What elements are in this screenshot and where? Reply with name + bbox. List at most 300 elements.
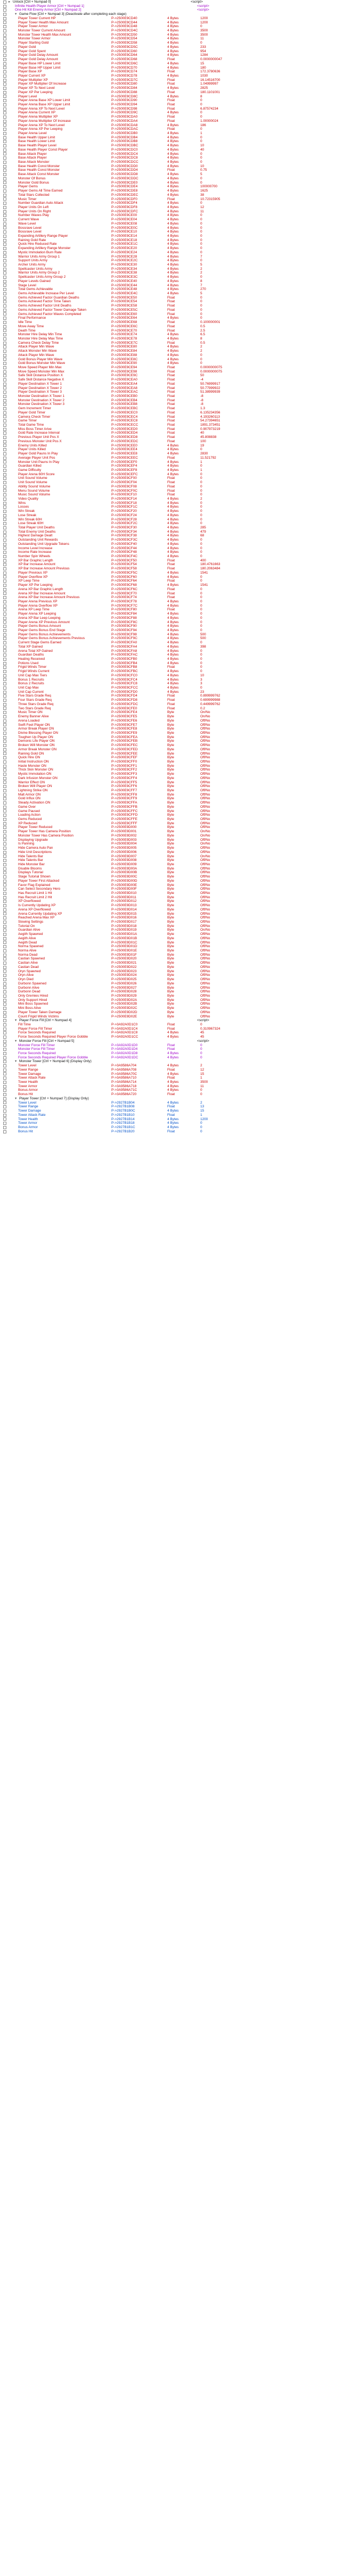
active-checkbox[interactable] <box>3 239 6 242</box>
active-checkbox[interactable] <box>3 600 6 603</box>
table-row[interactable] <box>0 838 342 842</box>
entry-value[interactable]: 186 <box>200 123 206 127</box>
entry-value[interactable]: 954 <box>200 49 206 53</box>
table-row[interactable] <box>0 419 342 423</box>
entry-value[interactable]: 0 <box>200 308 202 312</box>
entry-value[interactable]: 19 <box>200 443 205 448</box>
active-checkbox[interactable] <box>3 1126 6 1129</box>
table-row[interactable] <box>0 530 342 534</box>
entry-value[interactable]: 0 <box>200 550 202 554</box>
entry-value[interactable]: Off/No <box>200 751 210 756</box>
entry-value[interactable]: 0.310967324 <box>200 1026 221 1031</box>
table-row[interactable] <box>0 468 342 473</box>
entry-value[interactable]: 0 <box>200 481 202 485</box>
active-checkbox[interactable] <box>3 908 6 912</box>
entry-value[interactable]: 0 <box>200 464 202 468</box>
active-checkbox[interactable] <box>3 571 6 575</box>
entry-value[interactable]: On/No <box>200 928 210 932</box>
entry-value[interactable]: 0 <box>200 226 202 230</box>
table-row[interactable] <box>0 304 342 308</box>
active-checkbox[interactable] <box>3 818 6 821</box>
table-row[interactable] <box>0 608 342 612</box>
entry-value[interactable]: 0.0000000047 <box>200 57 222 62</box>
entry-value[interactable]: 1.3 <box>200 407 205 411</box>
entry-value[interactable]: Off/No <box>200 961 210 965</box>
active-checkbox[interactable] <box>3 1068 6 1072</box>
entry-value[interactable]: Off/No <box>200 821 210 825</box>
entry-value[interactable]: Off/No <box>200 747 210 751</box>
entry-value[interactable]: 0.2 <box>200 706 205 710</box>
active-checkbox[interactable] <box>3 485 6 488</box>
entry-value[interactable]: 1 <box>200 1076 202 1080</box>
active-checkbox[interactable] <box>3 49 6 53</box>
table-row[interactable] <box>0 205 342 210</box>
table-row[interactable] <box>0 399 342 403</box>
active-checkbox[interactable] <box>3 144 6 147</box>
table-row[interactable] <box>0 752 342 756</box>
table-row[interactable] <box>0 320 342 325</box>
entry-value[interactable]: 23 <box>200 690 205 694</box>
active-checkbox[interactable] <box>3 407 6 410</box>
entry-value[interactable]: Off/No <box>200 772 210 776</box>
active-checkbox[interactable] <box>3 1105 6 1108</box>
table-row[interactable] <box>0 575 342 579</box>
table-row[interactable] <box>0 370 342 374</box>
entry-value[interactable]: 0 <box>200 661 202 665</box>
entry-value[interactable]: 180.2063484 <box>200 567 221 571</box>
entry-value[interactable]: 15 <box>200 61 205 65</box>
entry-value[interactable]: 10 <box>200 164 205 168</box>
active-checkbox[interactable] <box>3 1085 6 1088</box>
table-row[interactable] <box>0 957 342 961</box>
table-row[interactable] <box>0 904 342 908</box>
entry-value[interactable]: On/No <box>200 842 210 846</box>
active-checkbox[interactable] <box>3 29 6 32</box>
entry-value[interactable]: Off/No <box>200 981 210 985</box>
active-checkbox[interactable] <box>3 362 6 365</box>
table-row[interactable] <box>0 8 342 12</box>
table-row[interactable] <box>0 473 342 477</box>
active-checkbox[interactable] <box>3 1122 6 1125</box>
active-checkbox[interactable] <box>3 206 6 209</box>
active-checkbox[interactable] <box>3 809 6 813</box>
entry-value[interactable]: 0 <box>200 1092 202 1097</box>
active-checkbox[interactable] <box>3 1109 6 1113</box>
table-row[interactable] <box>0 945 342 949</box>
active-checkbox[interactable] <box>3 596 6 599</box>
table-row[interactable] <box>0 218 342 222</box>
active-checkbox[interactable] <box>3 834 6 838</box>
table-row[interactable] <box>0 86 342 90</box>
table-row[interactable] <box>0 998 342 1003</box>
active-checkbox[interactable] <box>3 674 6 677</box>
table-row[interactable] <box>0 378 342 382</box>
entry-value[interactable]: Off/No <box>200 916 210 920</box>
table-row[interactable] <box>0 1113 342 1117</box>
entry-value[interactable]: 398 <box>200 644 206 649</box>
entry-value[interactable]: Off/No <box>200 805 210 809</box>
entry-value[interactable]: Off/No <box>200 866 210 871</box>
active-checkbox[interactable] <box>3 678 6 681</box>
active-checkbox[interactable] <box>3 1101 6 1104</box>
entry-value[interactable]: 8 <box>200 94 202 98</box>
entry-value[interactable]: 0 <box>200 603 202 608</box>
entry-value[interactable]: <script> <box>197 1039 209 1043</box>
active-checkbox[interactable] <box>3 284 6 287</box>
active-checkbox[interactable] <box>3 945 6 948</box>
active-checkbox[interactable] <box>3 82 6 86</box>
active-checkbox[interactable] <box>3 165 6 168</box>
entry-value[interactable]: 0 <box>200 1047 202 1051</box>
table-row[interactable] <box>0 526 342 530</box>
entry-value[interactable]: 0 <box>200 152 202 156</box>
active-checkbox[interactable] <box>3 214 6 217</box>
table-row[interactable] <box>0 62 342 66</box>
table-row[interactable] <box>0 768 342 772</box>
entry-value[interactable]: Off/No <box>200 957 210 961</box>
table-row[interactable] <box>0 595 342 600</box>
active-checkbox[interactable] <box>3 789 6 792</box>
entry-value[interactable]: 0.100000001 <box>200 320 221 325</box>
table-row[interactable] <box>0 37 342 41</box>
entry-value[interactable]: 8 <box>200 336 202 341</box>
table-row[interactable] <box>0 801 342 805</box>
active-checkbox[interactable] <box>3 115 6 119</box>
table-row[interactable] <box>0 287 342 292</box>
entry-value[interactable]: Off/No <box>200 723 210 727</box>
entry-value[interactable]: Off/No <box>200 817 210 822</box>
table-row[interactable] <box>0 649 342 653</box>
table-row[interactable] <box>0 546 342 551</box>
active-checkbox[interactable] <box>3 543 6 546</box>
active-checkbox[interactable] <box>3 189 6 193</box>
entry-value[interactable]: 3500 <box>200 32 208 37</box>
active-checkbox[interactable] <box>3 403 6 406</box>
table-row[interactable] <box>0 604 342 608</box>
active-checkbox[interactable] <box>3 1052 6 1055</box>
entry-value[interactable]: 1200 <box>200 20 208 24</box>
table-row[interactable] <box>0 316 342 320</box>
entry-value[interactable]: 6.135234356 <box>200 410 221 415</box>
table-row[interactable] <box>0 657 342 661</box>
active-checkbox[interactable] <box>3 768 6 772</box>
active-checkbox[interactable] <box>3 493 6 496</box>
active-checkbox[interactable] <box>3 801 6 805</box>
entry-value[interactable]: 13 <box>200 1105 205 1109</box>
entry-value[interactable]: 0 <box>200 156 202 160</box>
entry-value[interactable]: Off/No <box>200 1014 210 1018</box>
entry-value[interactable]: Off/No <box>200 1006 210 1010</box>
entry-value[interactable]: 2 <box>200 267 202 271</box>
entry-value[interactable]: Off/No <box>200 904 210 908</box>
active-checkbox[interactable] <box>3 197 6 201</box>
entry-value[interactable]: 0.449999762 <box>200 702 221 706</box>
active-checkbox[interactable] <box>3 592 6 595</box>
table-row[interactable] <box>0 1109 342 1113</box>
table-row[interactable] <box>0 970 342 974</box>
table-row[interactable] <box>0 731 342 735</box>
active-checkbox[interactable] <box>3 120 6 123</box>
entry-value[interactable]: Off/No <box>200 985 210 990</box>
table-row[interactable] <box>0 973 342 978</box>
active-checkbox[interactable] <box>3 506 6 509</box>
entry-value[interactable]: 11 <box>200 1084 204 1088</box>
entry-value[interactable]: 0 <box>200 612 202 616</box>
table-row[interactable] <box>0 986 342 990</box>
entry-value[interactable]: 0 <box>200 316 202 320</box>
active-checkbox[interactable] <box>3 247 6 250</box>
table-row[interactable] <box>0 924 342 929</box>
active-checkbox[interactable] <box>3 653 6 657</box>
active-checkbox[interactable] <box>3 617 6 620</box>
entry-value[interactable]: 1891.373451 <box>200 423 221 427</box>
active-checkbox[interactable] <box>3 625 6 628</box>
active-checkbox[interactable] <box>3 793 6 797</box>
entry-value[interactable]: 0 <box>200 472 202 476</box>
active-checkbox[interactable] <box>3 900 6 903</box>
entry-value[interactable]: Off/No <box>200 883 210 887</box>
active-checkbox[interactable] <box>3 912 6 915</box>
entry-value[interactable]: 0 <box>200 488 202 493</box>
table-row[interactable] <box>0 213 342 218</box>
entry-value[interactable]: 3 <box>200 682 202 686</box>
active-checkbox[interactable] <box>3 99 6 102</box>
entry-value[interactable]: 0 <box>200 501 202 505</box>
active-checkbox[interactable] <box>3 986 6 989</box>
table-row[interactable] <box>0 641 342 645</box>
table-row[interactable] <box>0 1056 342 1060</box>
entry-value[interactable]: Off/No <box>200 879 210 883</box>
active-checkbox[interactable] <box>3 555 6 558</box>
active-checkbox[interactable] <box>3 797 6 800</box>
entry-value[interactable]: 3500 <box>200 29 208 33</box>
active-checkbox[interactable] <box>3 732 6 735</box>
table-row[interactable] <box>0 394 342 399</box>
entry-value[interactable]: Off/No <box>200 875 210 879</box>
table-row[interactable] <box>0 234 342 238</box>
active-checkbox[interactable] <box>3 633 6 636</box>
table-row[interactable] <box>0 358 342 362</box>
table-row[interactable] <box>0 1015 342 1019</box>
entry-value[interactable]: 50.77999922 <box>200 386 221 390</box>
entry-value[interactable]: 0 <box>200 221 202 226</box>
active-checkbox[interactable] <box>3 354 6 357</box>
entry-value[interactable]: 0 <box>200 259 202 263</box>
active-checkbox[interactable] <box>3 896 6 899</box>
table-row[interactable] <box>0 177 342 181</box>
entry-value[interactable]: 0 <box>200 587 202 591</box>
entry-value[interactable]: 12 <box>200 205 205 209</box>
table-row[interactable] <box>0 620 342 625</box>
table-row[interactable] <box>0 24 342 29</box>
entry-value[interactable]: 0 <box>200 312 202 316</box>
table-row[interactable] <box>0 748 342 752</box>
entry-value[interactable]: 40 <box>200 431 205 435</box>
table-row[interactable] <box>0 690 342 694</box>
table-row[interactable] <box>0 941 342 945</box>
entry-value[interactable]: 15 <box>200 1109 205 1113</box>
table-row[interactable] <box>0 226 342 230</box>
active-checkbox[interactable] <box>3 309 6 312</box>
table-row[interactable] <box>0 271 342 275</box>
table-row[interactable] <box>0 842 342 846</box>
active-checkbox[interactable] <box>3 111 6 114</box>
entry-value[interactable]: 1200 <box>200 16 208 20</box>
active-checkbox[interactable] <box>3 123 6 127</box>
entry-value[interactable]: 40 <box>200 147 205 152</box>
table-row[interactable] <box>0 448 342 452</box>
active-checkbox[interactable] <box>3 17 6 20</box>
entry-value[interactable]: 45 <box>200 1035 205 1039</box>
active-checkbox[interactable] <box>3 218 6 221</box>
table-row[interactable] <box>0 148 342 152</box>
active-checkbox[interactable] <box>3 686 6 690</box>
active-checkbox[interactable] <box>3 255 6 258</box>
table-row[interactable] <box>0 879 342 883</box>
active-checkbox[interactable] <box>3 1048 6 1051</box>
entry-value[interactable]: Off/No <box>200 862 210 866</box>
table-row[interactable] <box>0 686 342 690</box>
table-row[interactable] <box>0 1051 342 1056</box>
entry-value[interactable]: Off/No <box>200 756 210 760</box>
table-row[interactable] <box>0 185 342 189</box>
table-row[interactable] <box>0 863 342 867</box>
entry-value[interactable]: Off/No <box>200 952 210 957</box>
active-checkbox[interactable] <box>3 296 6 300</box>
table-row[interactable] <box>0 181 342 185</box>
active-checkbox[interactable] <box>3 156 6 160</box>
table-row[interactable] <box>0 518 342 522</box>
active-checkbox[interactable] <box>3 1031 6 1034</box>
entry-value[interactable]: 0 <box>200 176 202 180</box>
entry-value[interactable]: 0 <box>200 250 202 254</box>
active-checkbox[interactable] <box>3 1081 6 1084</box>
active-checkbox[interactable] <box>3 1130 6 1133</box>
table-row[interactable] <box>0 1047 342 1051</box>
entry-value[interactable]: 1 <box>200 1113 202 1117</box>
table-row[interactable] <box>0 1130 342 1134</box>
table-row[interactable] <box>0 493 342 497</box>
table-row[interactable] <box>0 813 342 817</box>
entry-value[interactable]: 50 <box>200 374 205 378</box>
table-row[interactable] <box>0 431 342 435</box>
table-row[interactable] <box>0 1105 342 1109</box>
active-checkbox[interactable] <box>3 785 6 788</box>
entry-value[interactable]: Off/No <box>200 895 210 899</box>
entry-value[interactable]: 233 <box>200 45 206 49</box>
table-row[interactable] <box>0 41 342 45</box>
entry-value[interactable]: 0 <box>200 1121 202 1125</box>
entry-value[interactable]: 8 <box>200 279 202 283</box>
active-checkbox[interactable] <box>3 1093 6 1096</box>
active-checkbox[interactable] <box>3 711 6 714</box>
table-row[interactable] <box>0 669 342 674</box>
table-row[interactable] <box>0 160 342 164</box>
active-checkbox[interactable] <box>3 522 6 525</box>
active-checkbox[interactable] <box>3 715 6 718</box>
active-checkbox[interactable] <box>3 970 6 973</box>
table-row[interactable] <box>0 1080 342 1084</box>
table-row[interactable] <box>0 805 342 809</box>
entry-value[interactable]: 0 <box>200 546 202 550</box>
table-row[interactable] <box>0 435 342 440</box>
active-checkbox[interactable] <box>3 838 6 841</box>
active-checkbox[interactable] <box>3 1072 6 1075</box>
table-row[interactable] <box>0 263 342 267</box>
table-row[interactable] <box>0 201 342 205</box>
entry-value[interactable]: On/No <box>200 830 210 834</box>
entry-value[interactable]: 0 <box>200 111 202 115</box>
entry-value[interactable]: 7 <box>200 283 202 287</box>
entry-value[interactable]: 0 <box>200 238 202 242</box>
entry-value[interactable]: Off/No <box>200 899 210 904</box>
active-checkbox[interactable] <box>3 559 6 562</box>
entry-value[interactable]: 0 <box>200 139 202 144</box>
table-row[interactable] <box>0 739 342 743</box>
table-row[interactable] <box>0 702 342 707</box>
table-row[interactable] <box>0 501 342 506</box>
table-row[interactable] <box>0 949 342 953</box>
entry-value[interactable]: 0 <box>200 616 202 620</box>
entry-value[interactable]: 0 <box>200 641 202 645</box>
entry-value[interactable]: Off/No <box>200 825 210 830</box>
table-row[interactable] <box>0 168 342 172</box>
entry-value[interactable]: Off/No <box>200 797 210 801</box>
active-checkbox[interactable] <box>3 436 6 439</box>
table-row[interactable] <box>0 481 342 485</box>
entry-value[interactable]: 11 <box>200 209 204 213</box>
active-checkbox[interactable] <box>3 13 6 16</box>
entry-value[interactable]: 38 <box>200 193 205 197</box>
table-row[interactable] <box>0 74 342 78</box>
table-row[interactable] <box>0 1076 342 1080</box>
entry-value[interactable]: Off/No <box>200 731 210 735</box>
entry-value[interactable]: 5 <box>200 292 202 296</box>
table-row[interactable] <box>0 497 342 501</box>
active-checkbox[interactable] <box>3 226 6 229</box>
entry-value[interactable]: Off/No <box>200 846 210 850</box>
entry-value[interactable]: 2 <box>200 496 202 501</box>
active-checkbox[interactable] <box>3 268 6 271</box>
active-checkbox[interactable] <box>3 620 6 624</box>
table-row[interactable] <box>0 665 342 669</box>
active-checkbox[interactable] <box>3 34 6 37</box>
active-checkbox[interactable] <box>3 395 6 398</box>
active-checkbox[interactable] <box>3 489 6 492</box>
entry-value[interactable]: 1 <box>200 468 202 472</box>
entry-value[interactable]: 0 <box>200 1125 202 1129</box>
entry-value[interactable]: 0 <box>200 624 202 628</box>
table-row[interactable] <box>0 246 342 251</box>
active-checkbox[interactable] <box>3 957 6 960</box>
active-checkbox[interactable] <box>3 694 6 698</box>
entry-value[interactable]: 0.5 <box>200 324 205 328</box>
table-row[interactable] <box>0 875 342 879</box>
entry-value[interactable]: 1 <box>200 131 202 135</box>
table-row[interactable] <box>0 78 342 82</box>
entry-value[interactable]: 180 <box>200 65 206 70</box>
table-row[interactable] <box>0 928 342 932</box>
table-row[interactable] <box>0 156 342 160</box>
table-row[interactable] <box>0 300 342 304</box>
entry-value[interactable]: Off/No <box>200 949 210 953</box>
table-row[interactable] <box>0 103 342 107</box>
active-checkbox[interactable] <box>3 1097 6 1100</box>
table-row[interactable] <box>0 1121 342 1125</box>
active-checkbox[interactable] <box>3 1007 6 1010</box>
entry-value[interactable]: Off/No <box>200 764 210 768</box>
entry-value[interactable]: Off/No <box>200 850 210 854</box>
